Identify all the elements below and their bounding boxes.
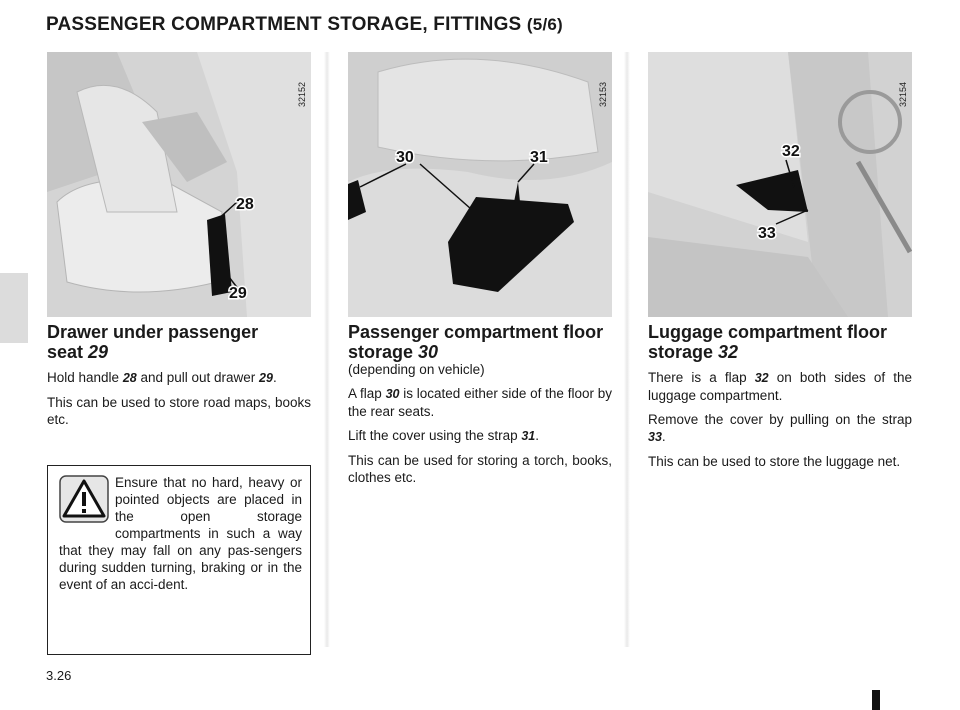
- title-part: (5/6): [526, 15, 563, 34]
- text: .: [661, 429, 666, 444]
- footer-mark: [872, 690, 880, 710]
- heading-ref: 29: [88, 342, 109, 362]
- ref-number: 29: [259, 371, 273, 385]
- paragraph: [648, 411, 912, 446]
- text: Remove the cover by pulling on the strap: [648, 412, 912, 427]
- photo-floor-storage: [348, 52, 612, 317]
- heading-ref: 30: [418, 342, 439, 362]
- text: is located either side of the floor by the rear seats.: [348, 386, 613, 419]
- text: Lift the cover using the strap: [348, 428, 522, 443]
- photo-code: 32153: [598, 82, 608, 108]
- heading-line1: Passenger compartment floor: [348, 322, 604, 342]
- ref-number: 30: [385, 387, 400, 401]
- column-divider: [324, 52, 330, 647]
- heading-line1: Luggage compartment floor: [648, 322, 888, 342]
- callout-33: 33: [758, 225, 776, 242]
- section-heading: [348, 322, 612, 362]
- ref-number: 33: [648, 430, 662, 444]
- heading-ref: 32: [718, 342, 739, 362]
- photo-seat-drawer: [47, 52, 311, 317]
- text: Hold handle: [47, 370, 123, 385]
- photo-code: 32154: [898, 82, 908, 108]
- icon-spacer: [59, 474, 115, 540]
- text: .: [272, 370, 277, 385]
- heading-line1: Drawer under passenger: [47, 322, 259, 342]
- paragraph: [348, 427, 612, 445]
- photo-code: 32152: [297, 82, 307, 108]
- callout-28: 28: [236, 196, 254, 213]
- section-heading: [648, 322, 912, 362]
- ref-number: 32: [754, 371, 769, 385]
- text: .: [535, 428, 540, 443]
- callout-29: 29: [229, 285, 247, 302]
- section-heading: [47, 322, 311, 362]
- section-luggage: [648, 322, 912, 470]
- paragraph: [648, 369, 912, 404]
- paragraph: This can be used to store the luggage net.: [648, 454, 901, 469]
- warning-text: Ensure that no hard, heavy or pointed objects are placed in the open storage compartments in such a way that they may fall on any pas-sengers during sudden turning, braking or in the event of an acci-dent.: [59, 475, 302, 592]
- photo-luggage-storage: [648, 52, 912, 317]
- callout-30: 30: [396, 149, 414, 166]
- text: There is a flap: [648, 370, 755, 385]
- title-text: PASSENGER COMPARTMENT STORAGE, FITTINGS: [46, 14, 522, 35]
- page-number: 3.26: [46, 668, 72, 683]
- ref-number: 31: [521, 429, 536, 443]
- paragraph: This can be used to store road maps, books etc.: [47, 395, 311, 427]
- section-floor: [348, 322, 612, 486]
- heading-line2: storage: [348, 342, 414, 362]
- warning-paragraph: [59, 474, 302, 593]
- text: A flap: [348, 386, 386, 401]
- text: and pull out drawer: [136, 370, 260, 385]
- section-tab: [0, 273, 28, 343]
- callout-32: 32: [782, 143, 800, 160]
- heading-line2: seat: [47, 342, 84, 362]
- ref-number: 28: [122, 371, 137, 385]
- heading-line2: storage: [648, 342, 714, 362]
- paragraph: [348, 385, 612, 420]
- paragraph: This can be used for storing a torch, books, clothes etc.: [348, 453, 612, 485]
- column-divider: [624, 52, 630, 647]
- warning-box: [47, 465, 311, 655]
- subtitle: (depending on vehicle): [348, 362, 485, 377]
- page-title: [46, 14, 563, 36]
- section-drawer: [47, 322, 311, 428]
- callout-31: 31: [530, 149, 548, 166]
- paragraph: [47, 369, 311, 387]
- text: on both sides of the luggage compartment.: [648, 370, 912, 403]
